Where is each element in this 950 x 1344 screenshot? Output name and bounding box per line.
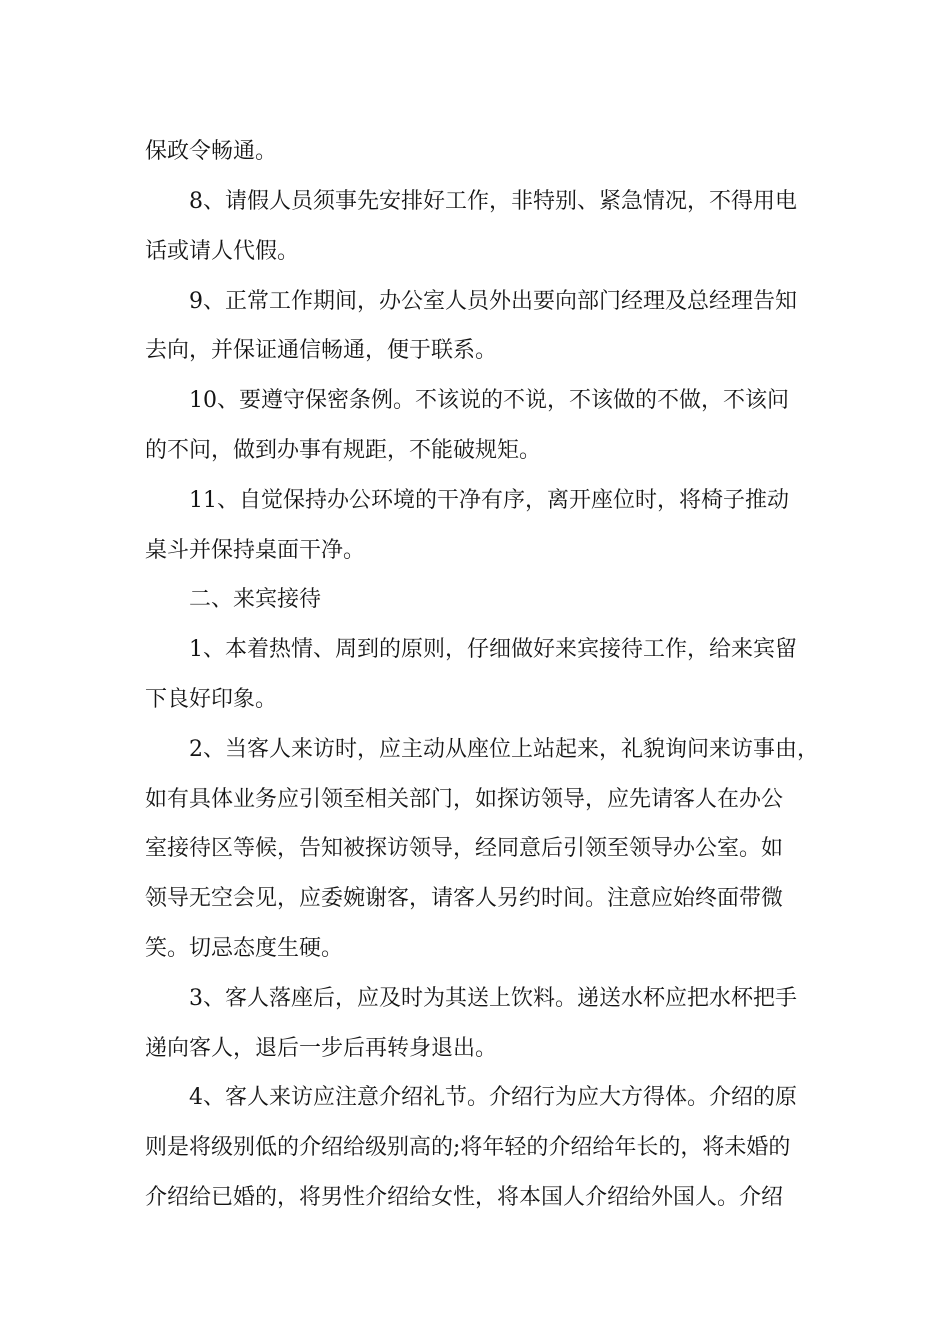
text-line: 11、自觉保持办公环境的干净有序，离开座位时，将椅子推动 — [189, 488, 789, 513]
text-line: 1、本着热情、周到的原则，仔细做好来宾接待工作，给来宾留 — [189, 637, 797, 662]
text-line: 8、请假人员须事先安排好工作，非特别、紧急情况，不得用电 — [189, 189, 797, 214]
text-line: 保政令畅通。 — [145, 139, 278, 164]
text-line: 介绍给已婚的，将男性介绍给女性，将本国人介绍给外国人。介绍 — [145, 1185, 784, 1210]
section-heading: 二、来宾接待 — [189, 587, 322, 612]
text-line: 则是将级别低的介绍给级别高的;将年轻的介绍给年长的，将未婚的 — [145, 1135, 791, 1160]
text-line: 下良好印象。 — [145, 687, 278, 712]
text-line: 室接待区等候，告知被探访领导，经同意后引领至领导办公室。如 — [145, 836, 784, 861]
text-line: 如有具体业务应引领至相关部门，如探访领导，应先请客人在办公 — [145, 787, 784, 812]
text-line: 去向，并保证通信畅通，便于联系。 — [145, 338, 498, 363]
text-line: 递向客人，退后一步后再转身退出。 — [145, 1036, 498, 1061]
text-line: 3、客人落座后，应及时为其送上饮料。递送水杯应把水杯把手 — [189, 986, 797, 1011]
text-line: 10、要遵守保密条例。不该说的不说，不该做的不做，不该问 — [189, 388, 789, 413]
text-line: 9、正常工作期间，办公室人员外出要向部门经理及总经理告知 — [189, 289, 797, 314]
text-line: 领导无空会见，应委婉谢客，请客人另约时间。注意应始终面带微 — [145, 886, 784, 911]
text-line: 桌斗并保持桌面干净。 — [145, 538, 366, 563]
text-line: 话或请人代假。 — [145, 239, 300, 264]
text-line: 4、客人来访应注意介绍礼节。介绍行为应大方得体。介绍的原 — [189, 1085, 797, 1110]
text-line: 笑。切忌态度生硬。 — [145, 936, 344, 961]
text-line: 的不问，做到办事有规距，不能破规矩。 — [145, 438, 542, 463]
text-line: 2、当客人来访时，应主动从座位上站起来，礼貌询问来访事由， — [189, 737, 819, 762]
